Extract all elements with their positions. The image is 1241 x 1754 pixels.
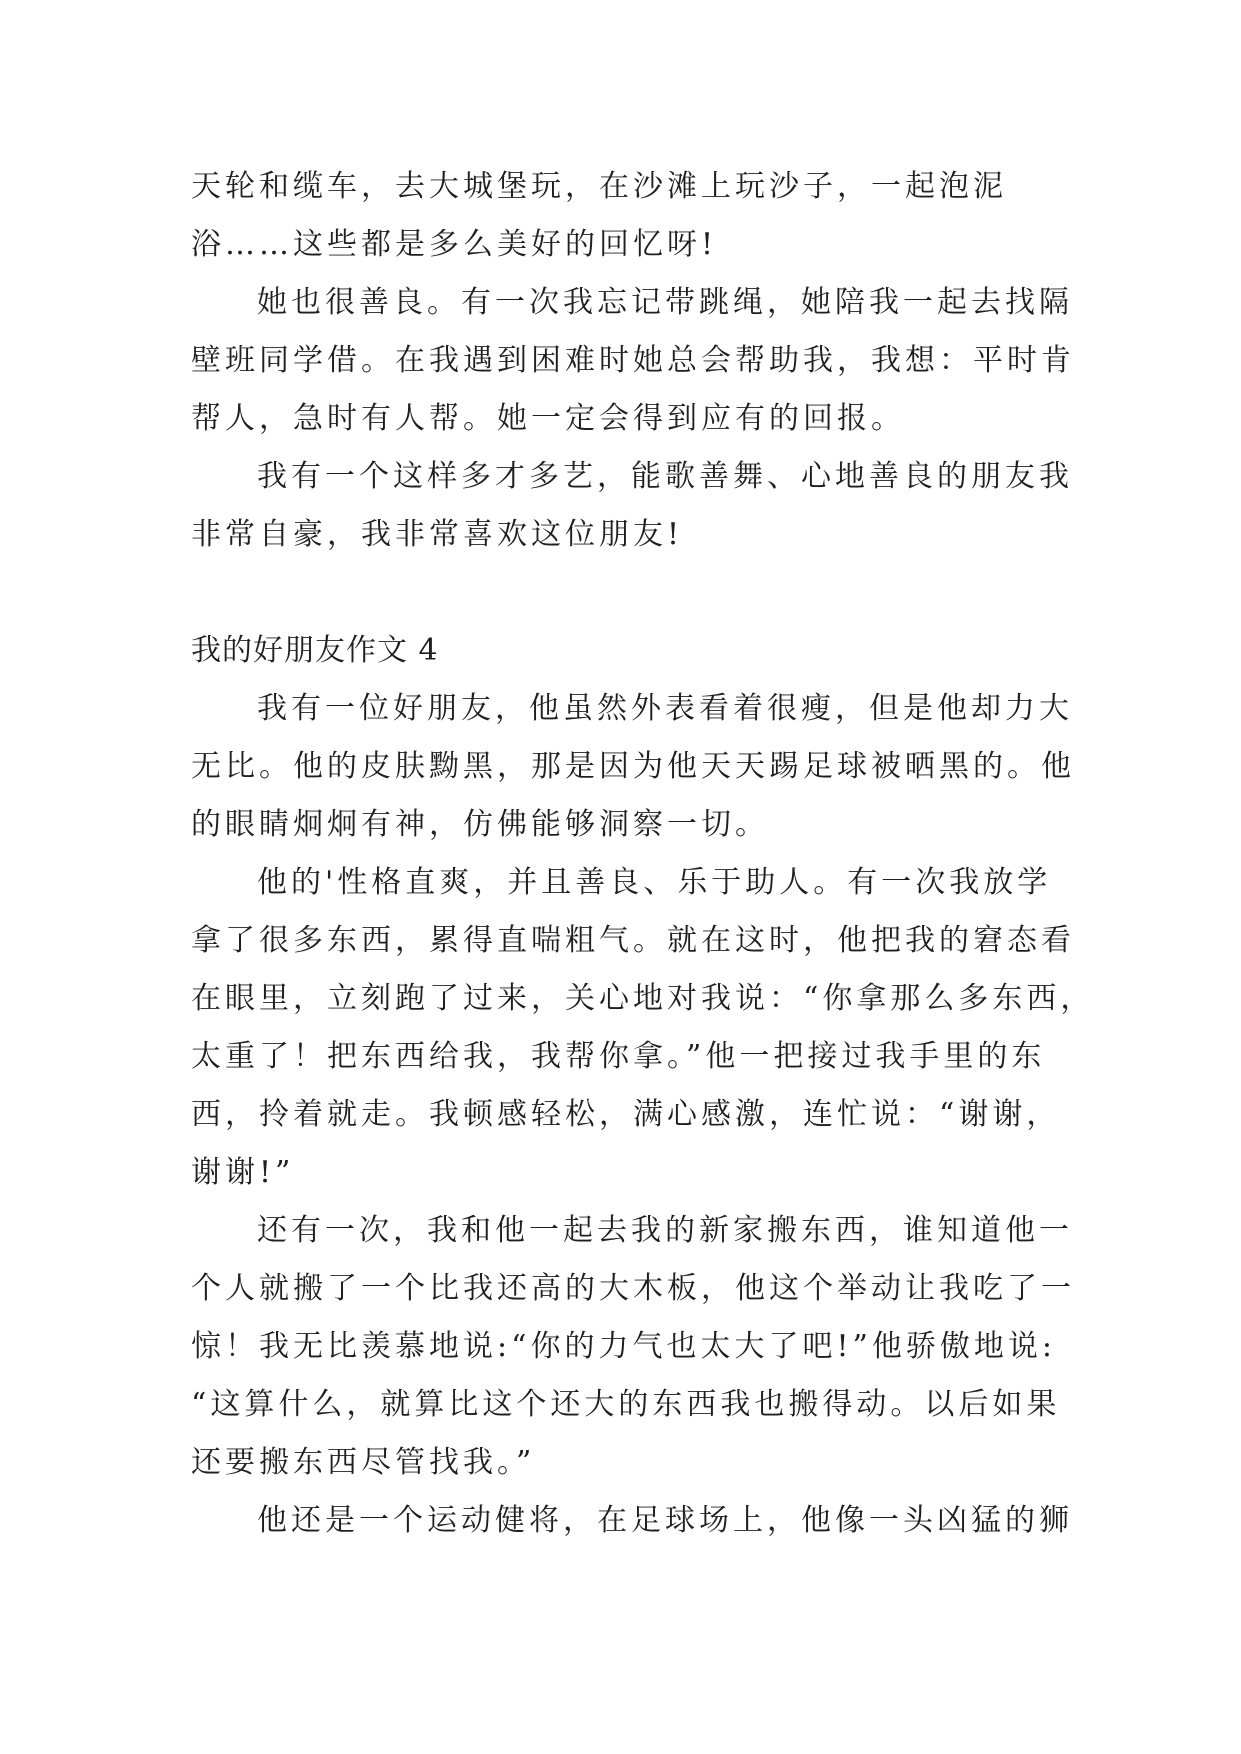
paragraph-proud bbox=[191, 448, 1073, 564]
section-gap bbox=[191, 564, 1051, 622]
text-line: 在眼里，立刻跑了过来，关心地对我说：“你拿那么多东西， bbox=[191, 981, 1095, 1016]
text-line: “这算什么，就算比这个还大的东西我也搬得动。以后如果 bbox=[191, 1387, 1061, 1422]
text-line: 我有一位好朋友，他虽然外表看着很瘦，但是他却力大 bbox=[257, 691, 1073, 726]
paragraph-appearance bbox=[191, 680, 1075, 854]
text-line: 我有一个这样多才多艺，能歌善舞、心地善良的朋友我 bbox=[257, 459, 1073, 494]
text-line: 非常自豪，我非常喜欢这位朋友! bbox=[191, 517, 684, 552]
text-line: 谢谢!” bbox=[191, 1155, 295, 1190]
text-line: 帮人，急时有人帮。她一定会得到应有的回报。 bbox=[191, 401, 905, 436]
text-line: 他的'性格直爽，并且善良、乐于助人。有一次我放学 bbox=[257, 865, 1052, 900]
text-line: 无比。他的皮肤黝黑，那是因为他天天踢足球被晒黑的。他 bbox=[191, 749, 1075, 784]
text-line: 还有一次，我和他一起去我的新家搬东西，谁知道他一 bbox=[257, 1213, 1073, 1248]
text-line: 他还是一个运动健将，在足球场上，他像一头凶猛的狮 bbox=[257, 1503, 1073, 1538]
text-line: 的眼睛炯炯有神，仿佛能够洞察一切。 bbox=[191, 807, 769, 842]
paragraph-continuation bbox=[191, 158, 1051, 274]
text-line: 壁班同学借。在我遇到困难时她总会帮助我，我想：平时肯 bbox=[191, 343, 1075, 378]
text-line: 天轮和缆车，去大城堡玩，在沙滩上玩沙子，一起泡泥 bbox=[191, 169, 1007, 204]
paragraph-athlete bbox=[191, 1492, 1073, 1550]
text-line: 西，拎着就走。我顿感轻松，满心感激，连忙说：“谢谢， bbox=[191, 1097, 1061, 1132]
text-line: 个人就搬了一个比我还高的大木板，他这个举动让我吃了一 bbox=[191, 1271, 1075, 1306]
text-line: 还要搬东西尽管找我。” bbox=[191, 1445, 536, 1480]
text-line: 太重了！把东西给我，我帮你拿。”他一把接过我手里的东 bbox=[191, 1039, 1046, 1074]
section-heading: 我的好朋友作文 4 bbox=[191, 633, 439, 668]
text-line: 浴……这些都是多么美好的回忆呀! bbox=[191, 227, 718, 262]
paragraph-kindness bbox=[191, 274, 1075, 448]
text-line: 拿了很多东西，累得直喘粗气。就在这时，他把我的窘态看 bbox=[191, 923, 1075, 958]
text-line: 她也很善良。有一次我忘记带跳绳，她陪我一起去找隔 bbox=[257, 285, 1073, 320]
document-body bbox=[191, 158, 1095, 1550]
text-line: 惊！我无比羡慕地说:“你的力气也太大了吧!”他骄傲地说: bbox=[191, 1329, 1056, 1364]
paragraph-personality bbox=[191, 854, 1095, 1202]
paragraph-strength bbox=[191, 1202, 1075, 1492]
